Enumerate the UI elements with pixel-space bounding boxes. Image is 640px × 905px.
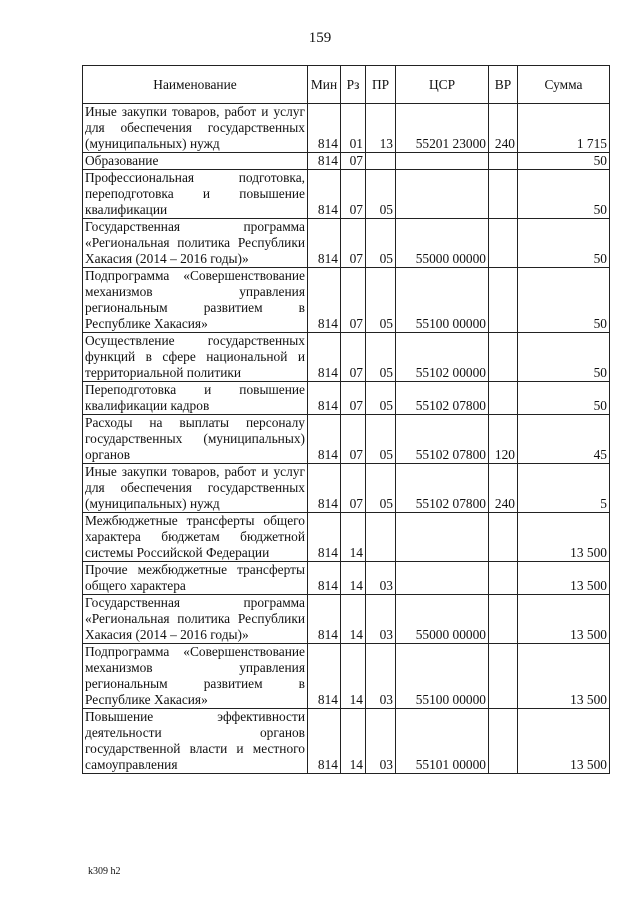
table-row [83,513,610,562]
table-row [83,170,610,219]
column-header-name: Наименование [83,66,308,104]
cell-csr: 55101 00000 [396,709,489,774]
cell-sum: 50 [518,219,610,268]
cell-name: Осуществление государственных функций в сфере национальной и территориальной политики [83,333,308,382]
cell-csr: 55102 00000 [396,333,489,382]
cell-name: Повышение эффективности деятельности органов государственной власти и местного самоуправления [83,709,308,774]
cell-sum: 13 500 [518,709,610,774]
cell-name: Прочие межбюджетные трансферты общего характера [83,562,308,595]
cell-vr [489,333,518,382]
cell-sum: 50 [518,170,610,219]
cell-name: Расходы на выплаты персоналу государственных (муниципальных) органов [83,415,308,464]
column-header-vr: ВР [489,66,518,104]
cell-sum: 45 [518,415,610,464]
table-row [83,644,610,709]
cell-pr: 05 [366,464,396,513]
table-row [83,382,610,415]
cell-pr: 05 [366,170,396,219]
cell-name: Образование [83,153,308,170]
cell-min: 814 [308,170,341,219]
cell-vr [489,219,518,268]
cell-pr: 03 [366,562,396,595]
cell-pr: 13 [366,104,396,153]
table-row [83,333,610,382]
cell-pr: 05 [366,415,396,464]
cell-sum: 1 715 [518,104,610,153]
cell-vr [489,153,518,170]
cell-pr: 05 [366,333,396,382]
cell-rz: 07 [341,464,366,513]
cell-vr [489,382,518,415]
cell-vr [489,562,518,595]
column-header-min: Мин [308,66,341,104]
cell-sum: 13 500 [518,562,610,595]
cell-pr: 05 [366,382,396,415]
cell-vr: 240 [489,104,518,153]
cell-name: Межбюджетные трансферты общего характера бюджетам бюджетной системы Российской Федерации [83,513,308,562]
table-row [83,562,610,595]
cell-csr: 55201 23000 [396,104,489,153]
cell-rz: 07 [341,153,366,170]
cell-min: 814 [308,562,341,595]
cell-rz: 07 [341,382,366,415]
cell-csr: 55102 07800 [396,382,489,415]
table-row [83,153,610,170]
cell-sum: 50 [518,333,610,382]
cell-csr [396,153,489,170]
cell-csr: 55000 00000 [396,595,489,644]
cell-sum: 13 500 [518,644,610,709]
cell-csr: 55102 07800 [396,415,489,464]
cell-vr [489,170,518,219]
cell-min: 814 [308,464,341,513]
cell-min: 814 [308,219,341,268]
table-row [83,415,610,464]
cell-vr: 120 [489,415,518,464]
cell-rz: 14 [341,513,366,562]
cell-vr [489,709,518,774]
cell-csr: 55100 00000 [396,644,489,709]
cell-sum: 13 500 [518,595,610,644]
cell-sum: 13 500 [518,513,610,562]
budget-table [82,65,610,774]
table-row [83,595,610,644]
cell-rz: 07 [341,268,366,333]
cell-vr [489,268,518,333]
cell-rz: 07 [341,170,366,219]
cell-min: 814 [308,104,341,153]
cell-name: Государственная программа «Региональная политика Республики Хакасия (2014 – 2016 годы)» [83,595,308,644]
cell-pr: 05 [366,219,396,268]
cell-rz: 14 [341,644,366,709]
cell-pr: 05 [366,268,396,333]
cell-name: Переподготовка и повышение квалификации кадров [83,382,308,415]
cell-name: Профессиональная подготовка, переподготовка и повышение квалификации [83,170,308,219]
cell-vr [489,644,518,709]
cell-csr [396,562,489,595]
table-row [83,268,610,333]
cell-min: 814 [308,513,341,562]
cell-min: 814 [308,595,341,644]
cell-name: Иные закупки товаров, работ и услуг для обеспечения государственных (муниципальных) нужд [83,104,308,153]
cell-pr: 03 [366,595,396,644]
cell-min: 814 [308,415,341,464]
column-header-rz: Рз [341,66,366,104]
cell-rz: 07 [341,219,366,268]
cell-min: 814 [308,153,341,170]
cell-rz: 01 [341,104,366,153]
cell-csr [396,170,489,219]
table-body [83,104,610,774]
cell-vr: 240 [489,464,518,513]
table-row [83,709,610,774]
column-header-sum: Сумма [518,66,610,104]
cell-name: Подпрограмма «Совершенствование механизмов управления региональным развитием в Республике Хакасия» [83,268,308,333]
cell-min: 814 [308,709,341,774]
cell-min: 814 [308,268,341,333]
cell-csr: 55000 00000 [396,219,489,268]
cell-csr: 55100 00000 [396,268,489,333]
cell-name: Подпрограмма «Совершенствование механизмов управления региональным развитием в Республике Хакасия» [83,644,308,709]
cell-rz: 14 [341,595,366,644]
cell-sum: 50 [518,153,610,170]
cell-min: 814 [308,644,341,709]
cell-min: 814 [308,382,341,415]
table-row [83,104,610,153]
cell-rz: 14 [341,709,366,774]
cell-min: 814 [308,333,341,382]
cell-csr [396,513,489,562]
table-row [83,464,610,513]
cell-vr [489,513,518,562]
cell-sum: 50 [518,382,610,415]
cell-sum: 50 [518,268,610,333]
cell-name: Иные закупки товаров, работ и услуг для обеспечения государственных (муниципальных) нужд [83,464,308,513]
document-code: k309 h2 [88,866,121,877]
cell-vr [489,595,518,644]
cell-sum: 5 [518,464,610,513]
cell-pr [366,513,396,562]
cell-csr: 55102 07800 [396,464,489,513]
cell-pr: 03 [366,644,396,709]
cell-rz: 07 [341,333,366,382]
column-header-csr: ЦСР [396,66,489,104]
cell-rz: 07 [341,415,366,464]
cell-name: Государственная программа «Региональная политика Республики Хакасия (2014 – 2016 годы)» [83,219,308,268]
page-number: 159 [308,30,332,46]
cell-pr: 03 [366,709,396,774]
cell-pr [366,153,396,170]
table-header-row [83,66,610,104]
cell-rz: 14 [341,562,366,595]
table-row [83,219,610,268]
column-header-pr: ПР [366,66,396,104]
